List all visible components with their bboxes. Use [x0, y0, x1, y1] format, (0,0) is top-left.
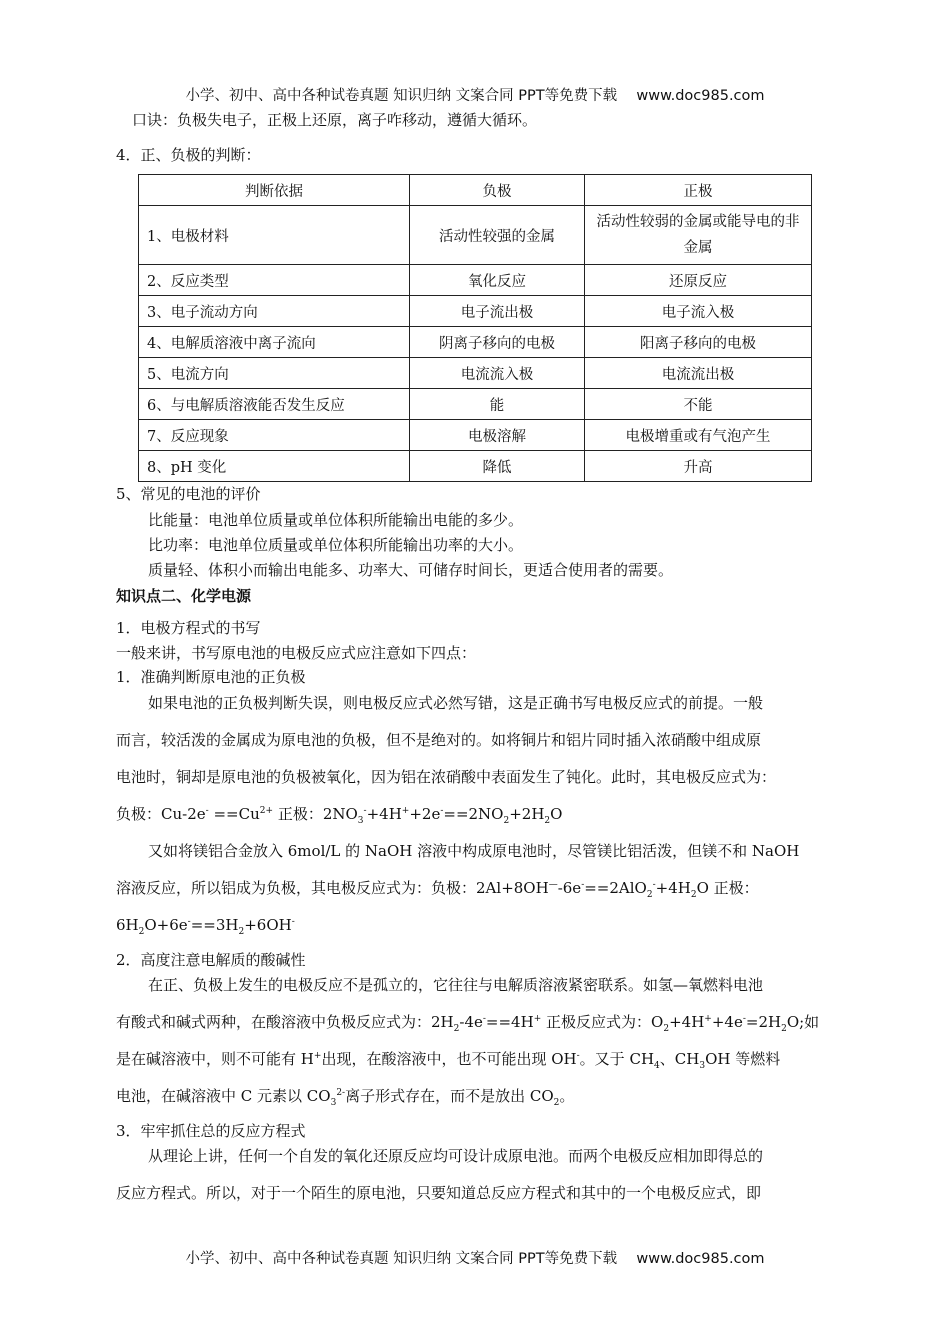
negative-cell: 电子流出极 — [410, 296, 585, 327]
negative-cell: 阴离子移向的电极 — [410, 327, 585, 358]
negative-cell: 活动性较强的金属 — [410, 206, 585, 265]
section4-title: 4．正、负极的判断： — [116, 146, 261, 164]
paragraph-line — [116, 1012, 819, 1032]
paragraph-line: 电池时，铜却是原电池的负极被氧化，因为铝在浓硝酸中表面发生了钝化。此时，其电极反应式为： — [116, 768, 777, 786]
text-span: 正极反应式为： — [546, 1013, 652, 1031]
negative-cell: 能 — [410, 389, 585, 420]
sub1-title: 1．电极方程式的书写 — [116, 619, 261, 637]
table-row — [139, 420, 812, 451]
criterion-cell: 5、电流方向 — [139, 358, 410, 389]
positive-label: 正极： — [277, 805, 323, 823]
mnemonic-line: 口诀：负极失电子，正极上还原，离子咋移动，遵循大循环。 — [132, 111, 538, 129]
table-header-cell: 判断依据 — [139, 175, 410, 206]
equation: $6H_2O+6e^-==3H_2+6OH^-$ — [116, 916, 295, 937]
page-footer-watermark — [0, 1247, 950, 1268]
positive-label: 正极： — [713, 879, 759, 897]
equation: $O_2+4H^++4e^-=2H_2O$; — [651, 1013, 805, 1034]
table-row — [139, 451, 812, 482]
paragraph-line — [116, 878, 759, 898]
paragraph-line: 从理论上讲，任何一个自发的氧化还原反应均可设计成原电池。而两个电极反应相加即得总的 — [148, 1147, 764, 1165]
equation: H+ — [300, 1050, 322, 1068]
equation-line-1 — [116, 804, 562, 824]
text-span: 。又于 — [579, 1050, 625, 1068]
watermark-text: 小学、初中、高中各种试卷真题 知识归纳 文案合同 PPT等免费下载 — [185, 88, 618, 104]
criterion-cell: 1、电极材料 — [139, 206, 410, 265]
text-span: 是在碱溶液中，则不可能有 — [116, 1050, 297, 1068]
positive-cell: 还原反应 — [585, 265, 812, 296]
positive-cell: 电流流出极 — [585, 358, 812, 389]
watermark-url: www.doc985.com — [636, 88, 765, 104]
point1-title: 1．准确判断原电池的正负极 — [116, 668, 306, 686]
equation: OH- — [551, 1050, 580, 1068]
equation: $Cu-2e^- ==Cu^{2+}$ — [161, 805, 274, 823]
criterion-cell: 4、电解质溶液中离子流向 — [139, 327, 410, 358]
equation: $CO_2$ — [529, 1087, 560, 1108]
paragraph-line: 在正、负极上发生的电极反应不是孤立的，它往往与电解质溶液紧密联系。如氢—氧燃料电池 — [148, 976, 764, 994]
equation-line-2 — [116, 915, 295, 935]
summary-line: 质量轻、体积小而输出电能多、功率大、可储存时间长，更适合使用者的需要。 — [148, 561, 674, 579]
paragraph-line: 又如将镁铝合金放入 6mol/L 的 NaOH 溶液中构成原电池时，尽管镁比铝活泼，但镁不和 NaOH — [148, 842, 800, 860]
paragraph-line — [116, 1086, 574, 1106]
text-span: 电池，在碱溶液中 C 元素以 — [116, 1087, 303, 1105]
table-row — [139, 206, 812, 265]
text-span: 溶液反应，所以铝成为负极，其电极反应式为：负极： — [116, 879, 477, 897]
text-span: 出现，在酸溶液中，也不可能出现 — [321, 1050, 547, 1068]
page-header-watermark — [0, 84, 950, 105]
paragraph-line: 反应方程式。所以，对于一个陌生的原电池，只要知道总反应方程式和其中的一个电极反应式，即 — [116, 1184, 762, 1202]
equation: $CH_4$、$CH_3OH$ — [629, 1050, 731, 1071]
negative-cell: 降低 — [410, 451, 585, 482]
positive-cell: 电子流入极 — [585, 296, 812, 327]
knowledge-point-2-title: 知识点二、化学电源 — [116, 587, 252, 605]
table-header-cell: 正极 — [585, 175, 812, 206]
paragraph-line — [116, 1049, 780, 1069]
table-row — [139, 265, 812, 296]
point3-title: 3．牢牢抓住总的反应方程式 — [116, 1122, 306, 1140]
positive-cell: 阳离子移向的电极 — [585, 327, 812, 358]
point2-title: 2．高度注意电解质的酸碱性 — [116, 951, 306, 969]
negative-label: 负极： — [116, 805, 162, 823]
equation: $2Al+8OH^—-6e^-==2AlO_2^-+4H_2O$ — [476, 879, 709, 900]
positive-cell: 活动性较弱的金属或能导电的非金属 — [585, 206, 812, 265]
text-span: 有酸式和碱式两种，在酸溶液中负极反应式为： — [116, 1013, 432, 1031]
text-span: 如 — [804, 1013, 820, 1031]
intro-line: 一般来讲，书写原电池的电极反应式应注意如下四点： — [116, 644, 477, 662]
electrode-judgement-table — [138, 174, 812, 482]
positive-cell: 不能 — [585, 389, 812, 420]
criterion-cell: 2、反应类型 — [139, 265, 410, 296]
text-span: 离子形式存在，而不是放出 — [345, 1087, 526, 1105]
paragraph-line: 如果电池的正负极判断失误，则电极反应式必然写错，这是正确书写电极反应式的前提。一般 — [148, 694, 764, 712]
equation: $2H_2-4e^-==4H^+$ — [431, 1013, 542, 1034]
criterion-cell: 3、电子流动方向 — [139, 296, 410, 327]
table-header-cell: 负极 — [410, 175, 585, 206]
criterion-cell: 8、pH 变化 — [139, 451, 410, 482]
paragraph-line: 而言，较活泼的金属成为原电池的负极，但不是绝对的。如将铜片和铝片同时插入浓硝酸中组成原 — [116, 731, 762, 749]
negative-cell: 电极溶解 — [410, 420, 585, 451]
table-row — [139, 327, 812, 358]
negative-cell: 电流流入极 — [410, 358, 585, 389]
watermark-text: 小学、初中、高中各种试卷真题 知识归纳 文案合同 PPT等免费下载 — [185, 1251, 618, 1267]
table-header-row — [139, 175, 812, 206]
specific-power-line: 比功率：电池单位质量或单位体积所能输出功率的大小。 — [148, 536, 524, 554]
positive-cell: 升高 — [585, 451, 812, 482]
criterion-cell: 7、反应现象 — [139, 420, 410, 451]
text-span: 。 — [559, 1087, 575, 1105]
watermark-url: www.doc985.com — [636, 1251, 765, 1267]
table-row — [139, 389, 812, 420]
table-row — [139, 358, 812, 389]
text-span: 等燃料 — [735, 1050, 781, 1068]
equation: $CO_3^{2-}$ — [306, 1087, 346, 1108]
section5-title: 5、常见的电池的评价 — [116, 485, 261, 503]
criterion-cell: 6、与电解质溶液能否发生反应 — [139, 389, 410, 420]
negative-cell: 氧化反应 — [410, 265, 585, 296]
equation: $2NO_3^-+4H^++2e^-==2NO_2+2H_2O$ — [322, 805, 563, 826]
positive-cell: 电极增重或有气泡产生 — [585, 420, 812, 451]
specific-energy-line: 比能量：电池单位质量或单位体积所能输出电能的多少。 — [148, 511, 524, 529]
table-row — [139, 296, 812, 327]
